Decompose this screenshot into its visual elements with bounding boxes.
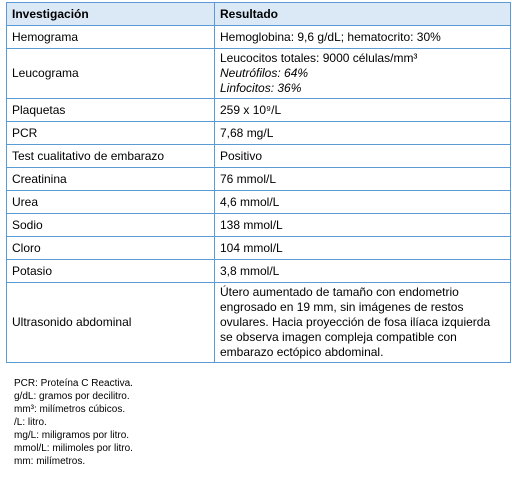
footnote: mm³: milímetros cúbicos. [14, 404, 126, 415]
row-label-hemograma: Hemograma [7, 26, 215, 49]
row-label-sodio: Sodio [7, 214, 215, 237]
table-row [7, 191, 511, 214]
row-label-creatinina: Creatinina [7, 168, 215, 191]
row-label-potasio: Potasio [7, 260, 215, 283]
table-row [7, 214, 511, 237]
lab-results-table [6, 2, 511, 363]
row-value-leucograma [215, 49, 511, 99]
row-label-embarazo: Test cualitativo de embarazo [7, 145, 215, 168]
footnote: g/dL: gramos por decilitro. [14, 391, 130, 402]
footnote: mmol/L: milimoles por litro. [14, 443, 133, 454]
table-footnotes [14, 377, 133, 468]
table-row [7, 237, 511, 260]
table-row [7, 122, 511, 145]
table-row [7, 145, 511, 168]
footnote: PCR: Proteína C Reactiva. [14, 378, 133, 389]
table-row [7, 283, 511, 363]
header-investigacion: Investigación [7, 3, 215, 26]
row-label-pcr: PCR [7, 122, 215, 145]
table-row [7, 26, 511, 49]
row-value-pcr: 7,68 mg/L [215, 122, 511, 145]
row-label-cloro: Cloro [7, 237, 215, 260]
row-value-sodio: 138 mmol/L [215, 214, 511, 237]
footnote: mm: milímetros. [14, 456, 86, 467]
footnote: mg/L: miligramos por litro. [14, 430, 130, 441]
row-value-cloro: 104 mmol/L [215, 237, 511, 260]
row-value-plaquetas: 259 x 10⁹/L [215, 99, 511, 122]
header-resultado: Resultado [215, 3, 511, 26]
row-label-leucograma: Leucograma [7, 49, 215, 99]
row-label-ultrasonido: Ultrasonido abdominal [7, 283, 215, 363]
table-row [7, 99, 511, 122]
table-row [7, 49, 511, 99]
row-value-creatinina: 76 mmol/L [215, 168, 511, 191]
linfocitos-line: Linfocitos: 36% [220, 81, 302, 95]
row-value-urea: 4,6 mmol/L [215, 191, 511, 214]
table-row [7, 260, 511, 283]
leucocitos-line: Leucocitos totales: 9000 células/mm³ [220, 51, 418, 65]
row-value-embarazo: Positivo [215, 145, 511, 168]
row-label-urea: Urea [7, 191, 215, 214]
row-value-hemograma: Hemoglobina: 9,6 g/dL; hematocrito: 30% [215, 26, 511, 49]
table-header-row [7, 3, 511, 26]
row-label-plaquetas: Plaquetas [7, 99, 215, 122]
footnote: /L: litro. [14, 417, 47, 428]
row-value-ultrasonido: Útero aumentado de tamaño con endometrio engrosado en 19 mm, sin imágenes de restos ovulares. Hacia proyección de fosa ilíaca izquierda se observa imagen compleja compatible con embarazo ectópico abdominal. [215, 283, 511, 363]
neutrofilos-line: Neutrófilos: 64% [220, 66, 309, 80]
table-row [7, 168, 511, 191]
row-value-potasio: 3,8 mmol/L [215, 260, 511, 283]
